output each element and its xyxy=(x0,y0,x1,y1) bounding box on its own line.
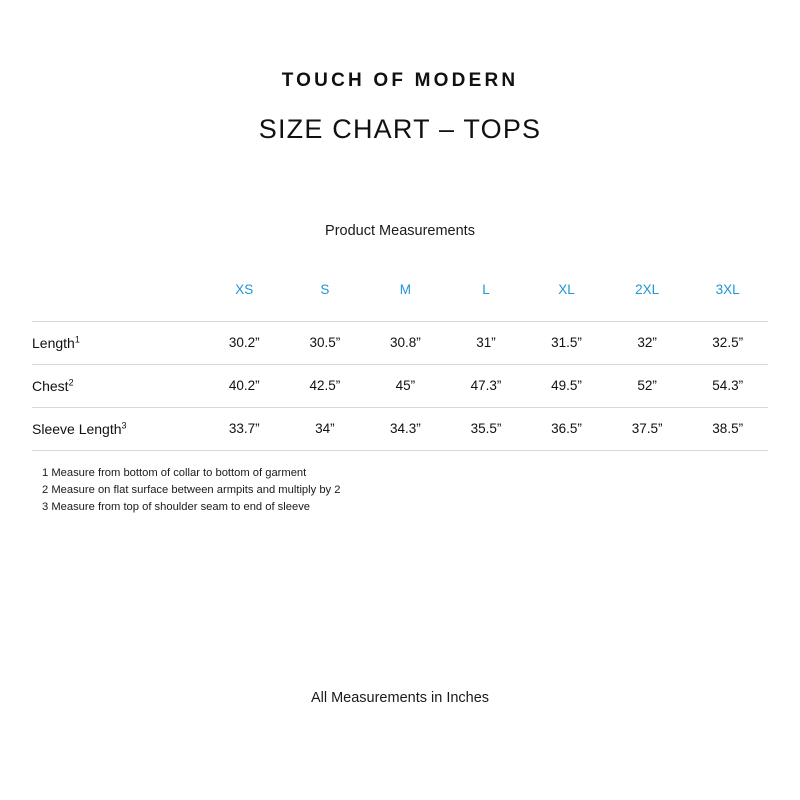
footnote-1: 1 Measure from bottom of collar to bottom of garment xyxy=(42,466,307,479)
table-header-spacer xyxy=(32,309,768,321)
cell-sleeve-xl: 36.5” xyxy=(526,407,607,450)
spacer-cell xyxy=(32,309,768,321)
cell-length-m: 30.8” xyxy=(365,321,446,364)
row-footnote-marker: 3 xyxy=(121,419,127,430)
cell-sleeve-2xl: 37.5” xyxy=(607,407,688,450)
section-title: Product Measurements xyxy=(325,223,475,239)
column-header-s: S xyxy=(320,281,330,297)
column-header-blank xyxy=(32,269,204,309)
cell-chest-l: 47.3” xyxy=(446,364,527,407)
row-label-length xyxy=(32,321,204,364)
cell-length-3xl: 32.5” xyxy=(687,321,768,364)
column-header-l: L xyxy=(482,281,490,297)
row-label-text: Chest xyxy=(32,377,69,394)
table-row xyxy=(32,407,768,450)
table-header-row xyxy=(32,269,768,309)
cell-sleeve-xs: 33.7” xyxy=(204,407,285,450)
cell-sleeve-l: 35.5” xyxy=(446,407,527,450)
page-title: SIZE CHART – TOPS xyxy=(258,114,542,144)
row-label-text: Length xyxy=(32,334,75,351)
footnote-2: 2 Measure on flat surface between armpits and multiply by 2 xyxy=(42,483,341,496)
units-note: All Measurements in Inches xyxy=(310,690,490,706)
column-header-m: M xyxy=(399,281,412,297)
row-footnote-marker: 2 xyxy=(68,376,74,387)
measurements-table xyxy=(32,269,768,451)
table-row xyxy=(32,321,768,364)
cell-sleeve-m: 34.3” xyxy=(365,407,446,450)
cell-chest-m: 45” xyxy=(365,364,446,407)
cell-length-xs: 30.2” xyxy=(204,321,285,364)
brand-wordmark: TOUCH OF MODERN xyxy=(281,70,519,91)
row-label-sleeve-length xyxy=(32,407,204,450)
cell-chest-xs: 40.2” xyxy=(204,364,285,407)
footnote-3: 3 Measure from top of shoulder seam to end of sleeve xyxy=(42,500,311,513)
table-body xyxy=(32,321,768,450)
measurements-table-wrapper xyxy=(32,269,768,451)
column-header-xs: XS xyxy=(235,281,254,297)
cell-chest-3xl: 54.3” xyxy=(687,364,768,407)
cell-sleeve-3xl: 38.5” xyxy=(687,407,768,450)
column-header-xl: XL xyxy=(558,281,575,297)
cell-chest-s: 42.5” xyxy=(285,364,366,407)
cell-length-xl: 31.5” xyxy=(526,321,607,364)
cell-length-2xl: 32” xyxy=(607,321,688,364)
cell-chest-2xl: 52” xyxy=(607,364,688,407)
row-label-chest xyxy=(32,364,204,407)
footnotes xyxy=(32,465,768,516)
cell-length-s: 30.5” xyxy=(285,321,366,364)
row-footnote-marker: 1 xyxy=(74,333,80,344)
column-header-3xl: 3XL xyxy=(715,281,740,297)
cell-sleeve-s: 34” xyxy=(285,407,366,450)
cell-length-l: 31” xyxy=(446,321,527,364)
table-row xyxy=(32,364,768,407)
row-label-text: Sleeve Length xyxy=(32,420,122,437)
table-header xyxy=(32,269,768,321)
cell-chest-xl: 49.5” xyxy=(526,364,607,407)
column-header-2xl: 2XL xyxy=(635,281,660,297)
